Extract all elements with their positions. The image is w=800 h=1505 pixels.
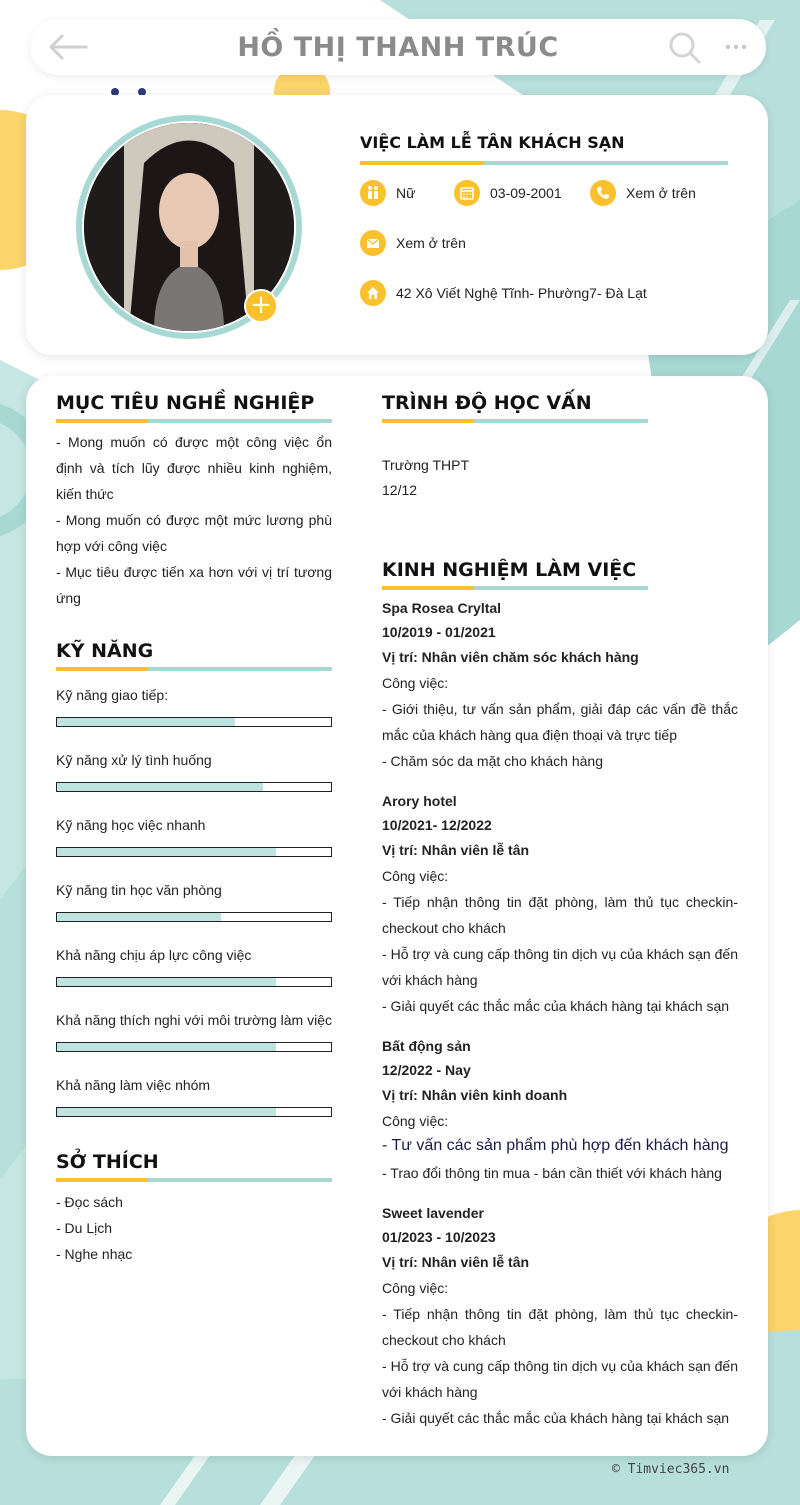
job-work-label: Công việc: <box>382 675 449 691</box>
skills-underline <box>56 667 332 671</box>
skill-label: Kỹ năng học việc nhanh <box>56 817 206 833</box>
address-value: 42 Xô Viết Nghệ Tĩnh- Phường7- Đà Lạt <box>396 285 647 301</box>
skill-bar <box>56 847 332 857</box>
skill-label: Khả năng làm việc nhóm <box>56 1077 211 1093</box>
job-position: Vị trí: Nhân viên chăm sóc khách hàng <box>382 649 639 665</box>
skill-bar <box>56 912 332 922</box>
education-school: Trường THPT <box>382 457 470 473</box>
hobby-item: - Nghe nhạc <box>56 1246 133 1262</box>
phone-icon <box>590 180 616 206</box>
gender-value: Nữ <box>396 185 416 201</box>
job-position: Vị trí: Nhân viên kinh doanh <box>382 1087 568 1103</box>
skill-label: Kỹ năng tin học văn phòng <box>56 882 222 898</box>
job-task: - Hỗ trợ và cung cấp thông tin dịch vụ của khách sạn đến với khách hàng <box>382 1358 738 1400</box>
calendar-icon <box>454 180 480 206</box>
objective-line: - Mong muốn có được một mức lương phù hợp với công việc <box>56 512 332 554</box>
job-work-label: Công việc: <box>382 1113 449 1129</box>
skill-label: Kỹ năng giao tiếp: <box>56 687 169 703</box>
skill-fill <box>57 783 263 791</box>
phone-info <box>590 180 696 206</box>
job-position: Vị trí: Nhân viên lễ tân <box>382 1254 530 1270</box>
gender-icon <box>360 180 386 206</box>
objective-underline <box>56 419 332 423</box>
mail-icon <box>360 230 386 256</box>
job-period: 12/2022 - Nay <box>382 1062 471 1078</box>
job-title: VIỆC LÀM LỄ TÂN KHÁCH SẠN <box>360 133 625 152</box>
search-icon[interactable] <box>668 31 702 65</box>
main-card <box>26 376 768 1456</box>
skill-bar <box>56 977 332 987</box>
home-icon <box>360 280 386 306</box>
job-task: - Tư vấn các sản phẩm phù hợp đến khách hàng <box>382 1137 729 1154</box>
job-task: - Hỗ trợ và cung cấp thông tin dịch vụ của khách sạn đến với khách hàng <box>382 946 738 988</box>
hobby-item: - Đọc sách <box>56 1194 123 1210</box>
job-work-label: Công việc: <box>382 868 449 884</box>
skill-bar <box>56 1107 332 1117</box>
job-work-label: Công việc: <box>382 1280 449 1296</box>
job-task: - Chăm sóc da mặt cho khách hàng <box>382 753 604 769</box>
skill-bar <box>56 1042 332 1052</box>
hobbies-title: SỞ THÍCH <box>56 1151 159 1173</box>
skill-bar <box>56 717 332 727</box>
candidate-name: HỒ THỊ THANH TRÚC <box>237 31 559 63</box>
job-task: - Giải quyết các thắc mắc của khách hàng tại khách sạn <box>382 1410 730 1426</box>
job-company: Sweet lavender <box>382 1205 484 1221</box>
skill-fill <box>57 1043 276 1051</box>
email-value: Xem ở trên <box>396 235 466 251</box>
job-task: - Tiếp nhận thông tin đặt phòng, làm thủ tục checkin-checkout cho khách <box>382 1306 738 1348</box>
experience-underline <box>382 586 648 590</box>
gender-info <box>360 180 415 206</box>
job-period: 10/2021- 12/2022 <box>382 817 492 833</box>
job-position: Vị trí: Nhân viên lễ tân <box>382 842 530 858</box>
experience-title: KINH NGHIỆM LÀM VIỆC <box>382 559 637 581</box>
phone-value: Xem ở trên <box>626 185 696 201</box>
watermark: © Timviec365.vn <box>612 1462 730 1477</box>
education-title: TRÌNH ĐỘ HỌC VẤN <box>382 392 592 414</box>
add-photo-icon[interactable]: + <box>244 289 278 323</box>
skill-label: Khả năng chịu áp lực công việc <box>56 947 252 963</box>
birthdate-value: 03-09-2001 <box>490 185 562 201</box>
address-info <box>360 280 647 306</box>
hobbies-underline <box>56 1178 332 1182</box>
job-task: - Trao đổi thông tin mua - bán cần thiết với khách hàng <box>382 1165 722 1181</box>
job-task: - Giải quyết các thắc mắc của khách hàng tại khách sạn <box>382 998 730 1014</box>
skill-fill <box>57 1108 276 1116</box>
skills-title: KỸ NĂNG <box>56 640 154 662</box>
job-period: 01/2023 - 10/2023 <box>382 1229 496 1245</box>
hobby-item: - Du Lịch <box>56 1220 113 1236</box>
objective-title: MỤC TIÊU NGHỀ NGHIỆP <box>56 392 315 414</box>
job-company: Bất động sản <box>382 1038 471 1054</box>
skill-fill <box>57 978 276 986</box>
job-company: Arory hotel <box>382 793 457 809</box>
objective-line: - Mục tiêu được tiến xa hơn với vị trí tương ứng <box>56 564 332 606</box>
education-grade: 12/12 <box>382 482 418 498</box>
birthdate-info <box>454 180 562 206</box>
skill-fill <box>57 718 235 726</box>
objective-line: - Mong muốn có được một công việc ổn định và tích lũy được nhiều kinh nghiệm, kiến thức <box>56 434 332 502</box>
profile-card <box>26 95 768 355</box>
job-task: - Tiếp nhận thông tin đặt phòng, làm thủ tục checkin-checkout cho khách <box>382 894 738 936</box>
back-arrow-icon[interactable] <box>48 33 88 61</box>
email-info <box>360 230 466 256</box>
job-title-underline <box>360 161 728 165</box>
job-company: Spa Rosea Cryltal <box>382 600 502 616</box>
skill-bar <box>56 782 332 792</box>
job-task: - Giới thiệu, tư vấn sản phẩm, giải đáp các vấn đề thắc mắc của khách hàng qua điện thoại và trực tiếp <box>382 701 738 743</box>
skill-label: Khả năng thích nghi với môi trường làm việc <box>56 1012 332 1028</box>
skill-fill <box>57 913 221 921</box>
top-bar <box>30 19 766 75</box>
education-underline <box>382 419 648 423</box>
more-dots-icon[interactable] <box>724 35 748 59</box>
job-period: 10/2019 - 01/2021 <box>382 624 496 640</box>
skill-fill <box>57 848 276 856</box>
skill-label: Kỹ năng xử lý tình huống <box>56 752 212 768</box>
